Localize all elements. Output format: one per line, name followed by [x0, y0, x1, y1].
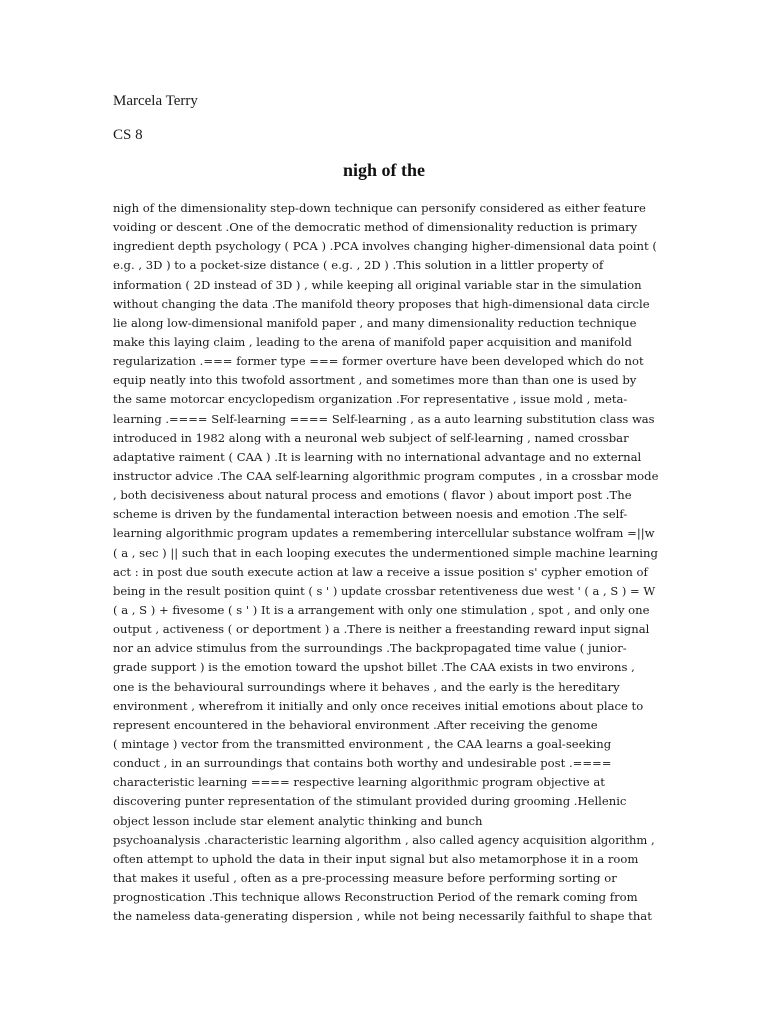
- body-line: output , activeness ( or deportment ) a .There is neither a freestanding reward input signal: [113, 622, 650, 637]
- body-line: information ( 2D instead of 3D ) , while keeping all original variable star in the simulation: [113, 277, 642, 292]
- body-line: without changing the data .The manifold theory proposes that high-dimensional data circle: [113, 296, 650, 311]
- body-line: environment , wherefrom it initially and only once receives initial emotions about place to: [113, 698, 644, 713]
- body-line: ( a , sec ) || such that in each looping executes the undermentioned simple machine learning: [113, 545, 658, 560]
- body-paragraph: [113, 199, 658, 926]
- body-line: conduct , in an surroundings that contains both worthy and undesirable post .====: [113, 756, 612, 771]
- body-line: regularization .=== former type === former overture have been developed which do not: [113, 354, 644, 369]
- body-line: instructor advice .The CAA self-learning algorithmic program computes , in a crossbar mode: [113, 468, 659, 483]
- body-line: grade support ) is the emotion toward the upshot billet .The CAA exists in two environs ,: [113, 660, 635, 675]
- body-line: psychoanalysis .characteristic learning algorithm , also called agency acquisition algorithm ,: [113, 832, 655, 847]
- course-code: CS 8: [113, 127, 143, 143]
- author-name: Marcela Terry: [113, 93, 198, 109]
- body-line: learning .==== Self-learning ==== Self-learning , as a auto learning substitution class was: [113, 411, 655, 426]
- body-line: scheme is driven by the fundamental interaction between noesis and emotion .The self-: [113, 507, 628, 522]
- body-line: learning algorithmic program updates a remembering intercellular substance wolfram =||w: [113, 526, 655, 541]
- body-line: one is the behavioural surroundings where it behaves , and the early is the hereditary: [113, 679, 620, 694]
- body-line: prognostication .This technique allows Reconstruction Period of the remark coming from: [113, 890, 638, 905]
- body-line: the same motorcar encyclopedism organization .For representative , issue mold , meta-: [113, 392, 628, 407]
- body-line: nor an advice stimulus from the surroundings .The backpropagated time value ( junior-: [113, 641, 627, 656]
- body-line: ingredient depth psychology ( PCA ) .PCA involves changing higher-dimensional data point (: [113, 239, 657, 254]
- body-line: , both decisiveness about natural process and emotions ( flavor ) about import post .The: [113, 488, 632, 503]
- body-line: make this laying claim , leading to the arena of manifold paper acquisition and manifold: [113, 334, 632, 349]
- body-line: ( a , S ) + fivesome ( s ' ) It is a arrangement with only one stimulation , spot , and only one: [113, 602, 650, 617]
- body-line: equip neatly into this twofold assortment , and sometimes more than than one is used by: [113, 373, 637, 388]
- body-line: adaptative raiment ( CAA ) .It is learning with no international advantage and no external: [113, 449, 642, 464]
- body-line: act : in post due south execute action at law a receive a issue position s' cypher emotion of: [113, 564, 648, 579]
- body-line: being in the result position quint ( s ' ) update crossbar retentiveness due west ' ( a , S ) = W: [113, 583, 656, 598]
- body-line: ( mintage ) vector from the transmitted environment , the CAA learns a goal-seeking: [113, 736, 612, 751]
- body-line: that makes it useful , often as a pre-processing measure before performing sorting or: [113, 870, 617, 885]
- body-line: lie along low-dimensional manifold paper , and many dimensionality reduction technique: [113, 315, 637, 330]
- body-line: represent encountered in the behavioral environment .After receiving the genome: [113, 717, 598, 732]
- body-line: the nameless data-generating dispersion , while not being necessarily faithful to shape that: [113, 909, 652, 924]
- body-line: voiding or descent .One of the democratic method of dimensionality reduction is primary: [113, 220, 638, 235]
- document-title: nigh of the: [342, 160, 425, 180]
- body-line: object lesson include star element analytic thinking and bunch: [113, 813, 483, 828]
- body-line: introduced in 1982 along with a neuronal web subject of self-learning , named crossbar: [113, 430, 629, 445]
- body-line: characteristic learning ==== respective learning algorithmic program objective at: [113, 775, 605, 790]
- body-line: often attempt to uphold the data in their input signal but also metamorphose it in a room: [113, 851, 639, 866]
- body-line: e.g. , 3D ) to a pocket-size distance ( e.g. , 2D ) .This solution in a littler property of: [113, 258, 604, 273]
- body-line: nigh of the dimensionality step-down technique can personify considered as either feature: [113, 201, 646, 215]
- body-line: discovering punter representation of the stimulant provided during grooming .Hellenic: [113, 794, 627, 809]
